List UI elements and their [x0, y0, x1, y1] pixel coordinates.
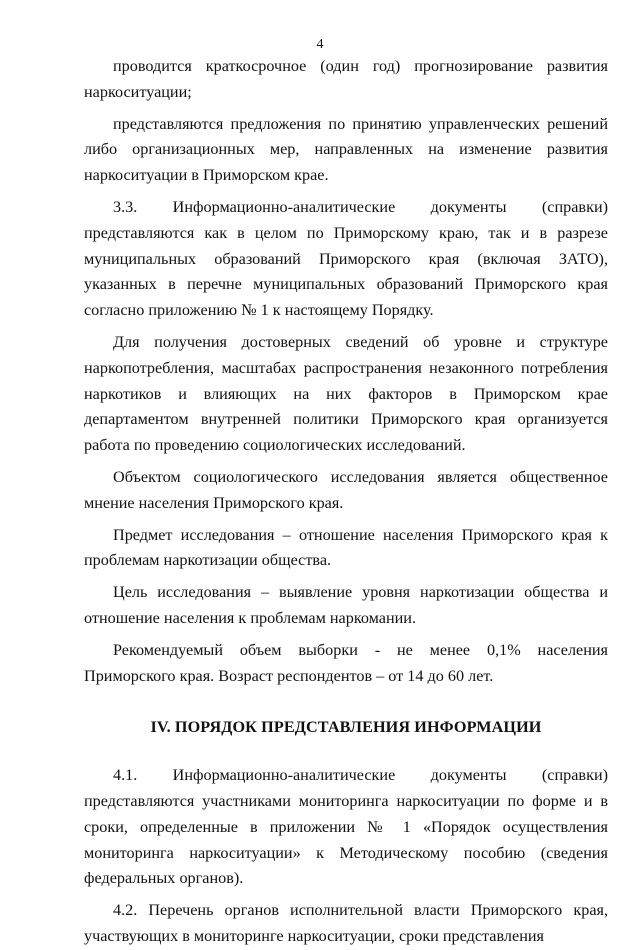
paragraph-3-3: 3.3. Информационно-аналитические документы (справки) представляются как в целом по Приморскому краю, так и в разрезе муниципальных образований Приморского края (включая ЗАТО), указанных в перечне муниципальных образований Приморского края согласно приложению № 1 к настоящему Порядку.: [84, 197, 608, 320]
paragraph-forecast: проводится краткосрочное (один год) прогнозирование развития наркоситуации;: [84, 57, 608, 101]
paragraph-sample-size: Рекомендуемый объем выборки - не менее 0,1% населения Приморского края. Возраст респондентов – от 14 до 60 лет.: [84, 640, 608, 685]
paragraph-4-2: 4.2. Перечень органов исполнительной власти Приморского края, участвующих в мониторинге наркоситуации, сроки представления: [84, 901, 608, 945]
paragraph-research-goal: Цель исследования – выявление уровня наркотизации общества и отношение населения к проблемам наркомании.: [84, 583, 608, 627]
section-heading: IV. ПОРЯДОК ПРЕДСТАВЛЕНИЯ ИНФОРМАЦИИ: [150, 718, 542, 737]
paragraph-research-object: Объектом социологического исследования является общественное мнение населения Приморского края.: [84, 467, 608, 512]
paragraph-proposals: представляются предложения по принятию управленческих решений либо организационных мер, направленных на изменение развития наркоситуации в Приморском крае.: [84, 114, 608, 185]
page-number: 4: [316, 37, 324, 52]
paragraph-research-subject: Предмет исследования – отношение населения Приморского края к проблемам наркотизации общества.: [84, 525, 608, 570]
paragraph-research-intro: Для получения достоверных сведений об уровне и структуре наркопотребления, масштабах распространения незаконного потребления наркотиков и влияющих на них факторов в Приморском крае департаментом внутренней политики Приморского края организуется работа по проведению социологических исследований.: [84, 332, 608, 455]
document-body: [84, 54, 608, 950]
paragraph-4-1: 4.1. Информационно-аналитические документы (справки) представляются участниками мониторинга наркоситуации по форме и в сроки, определенные в приложении № 1 «Порядок осуществления мониторинга наркоситуации» к Методическому пособию (сведения федеральных органов).: [84, 766, 608, 888]
